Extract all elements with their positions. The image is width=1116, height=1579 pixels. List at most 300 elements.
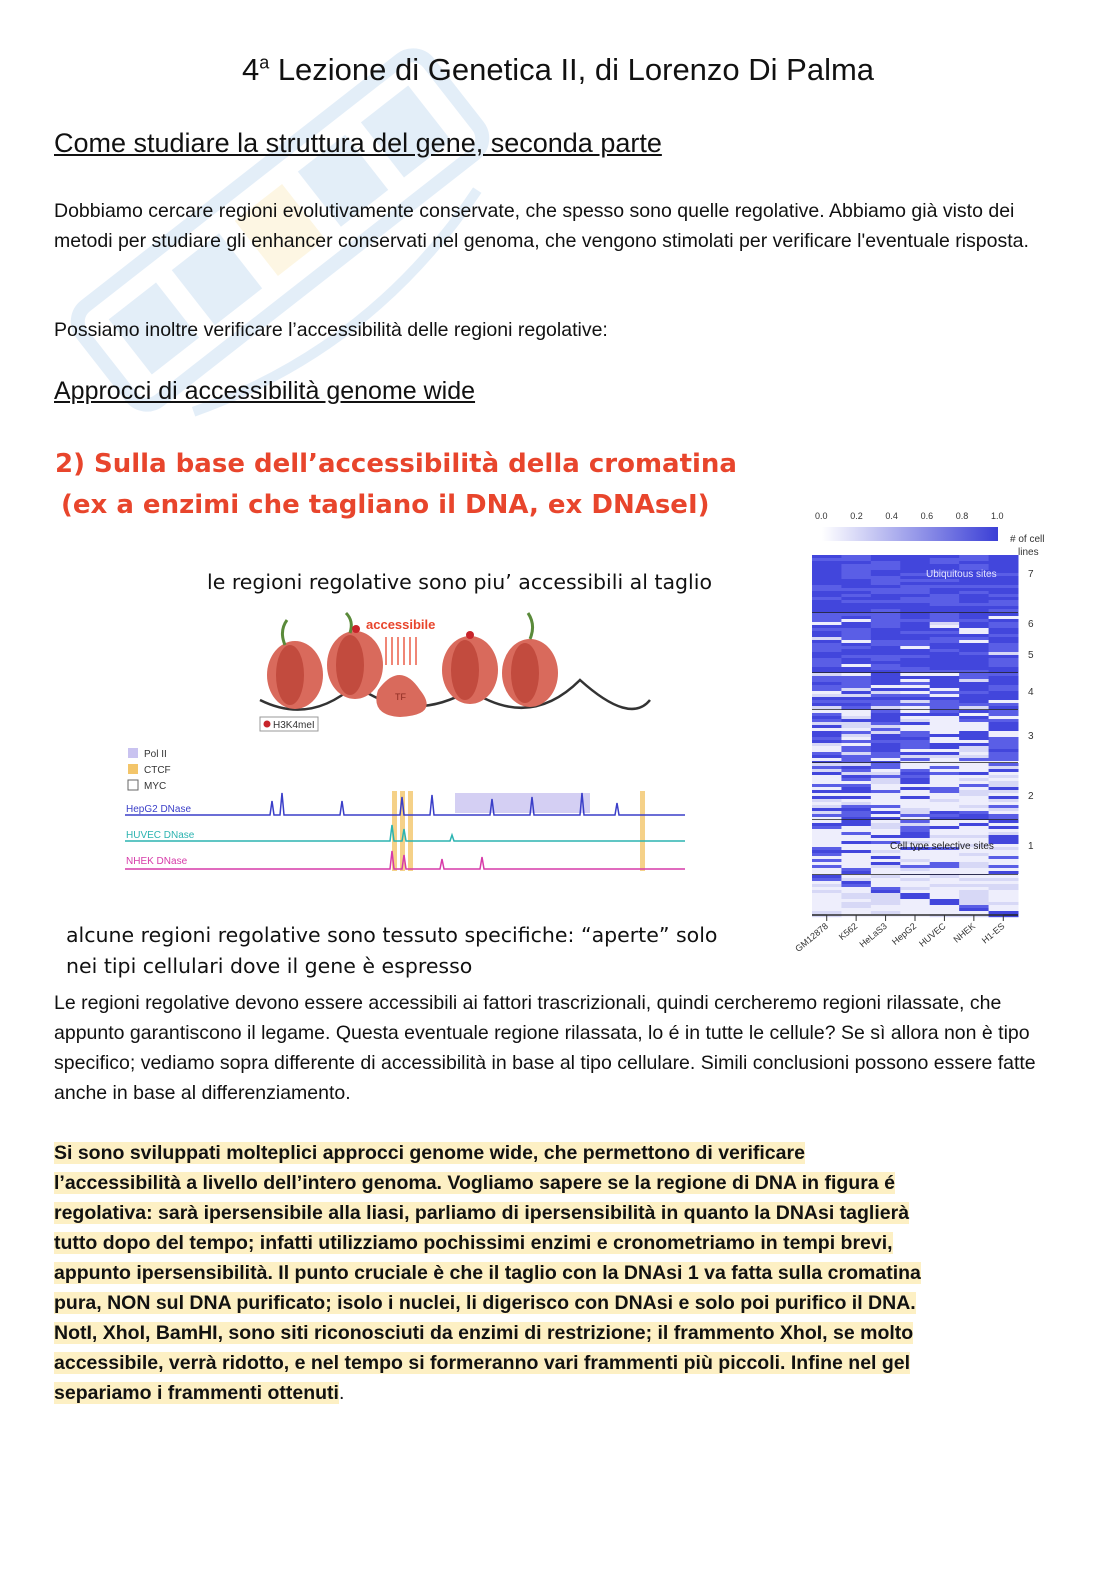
heatmap-cell	[841, 871, 871, 874]
heatmap-cell	[871, 655, 901, 658]
heatmap-cell	[871, 902, 901, 905]
heatmap-cell	[930, 823, 960, 826]
heatmap-cell	[959, 796, 989, 799]
heatmap-cell	[812, 847, 842, 850]
chromatin-figure	[110, 605, 710, 895]
heatmap-cell	[871, 853, 901, 856]
heatmap-cell	[812, 646, 842, 649]
heatmap-cell	[989, 802, 1019, 805]
heatmap-cell	[841, 676, 871, 679]
heatmap-cell	[900, 679, 930, 682]
heatmap-cell	[989, 667, 1019, 670]
column-label: HUVEC	[917, 920, 948, 949]
heatmap-cell	[812, 588, 842, 591]
heatmap-cell	[959, 808, 989, 811]
heatmap-cell	[812, 784, 842, 787]
heatmap-cell	[900, 728, 930, 731]
heatmap-cell	[900, 755, 930, 758]
heatmap-cell	[989, 887, 1019, 890]
heatmap-cell	[930, 719, 960, 722]
heatmap-cell	[871, 716, 901, 719]
heatmap-cell	[841, 893, 871, 896]
heatmap-cell	[871, 758, 901, 761]
heatmap-cell	[989, 778, 1019, 781]
heatmap-cell	[930, 643, 960, 646]
heatmap-cell	[959, 853, 989, 856]
highlight-line: regolativa: sarà ipersensibile alla liasi, parliamo di ipersensibilità in quanto la DNAsi taglierà	[54, 1202, 910, 1224]
heatmap-cell	[930, 697, 960, 700]
highlight-line: tutto dopo del tempo; infatti utilizziamo pochissimi enzimi e cronometriamo in tempi brevi,	[54, 1232, 893, 1254]
heatmap-cell	[812, 841, 842, 844]
heatmap-cell	[930, 706, 960, 709]
heatmap-cell	[841, 631, 871, 634]
heatmap-cell	[900, 558, 930, 561]
heatmap-cell	[930, 700, 960, 703]
heatmap-cell	[959, 881, 989, 884]
heatmap-cell	[812, 619, 842, 622]
heatmap-cell	[841, 606, 871, 609]
heatmap-cell	[989, 628, 1019, 631]
heatmap-cell	[841, 766, 871, 769]
heatmap-cell	[900, 628, 930, 631]
heatmap-cell	[900, 814, 930, 817]
heatmap-cell	[959, 832, 989, 835]
heatmap-cell	[812, 743, 842, 746]
heatmap-cell	[959, 688, 989, 691]
heatmap-cell	[812, 887, 842, 890]
heatmap-cell	[841, 820, 871, 823]
heatmap-cell	[841, 643, 871, 646]
heatmap-cell	[841, 685, 871, 688]
heatmap-cell	[900, 655, 930, 658]
heatmap-cell	[841, 841, 871, 844]
heatmap-cell	[812, 749, 842, 752]
heatmap-cell	[989, 609, 1019, 612]
heatmap-cell	[841, 799, 871, 802]
heatmap-cell	[959, 746, 989, 749]
heatmap-cell	[871, 875, 901, 878]
heatmap-cell	[959, 890, 989, 893]
heatmap-cell	[959, 700, 989, 703]
heatmap-cell	[900, 673, 930, 676]
heatmap-cell	[930, 769, 960, 772]
heatmap-cell	[959, 597, 989, 600]
heatmap-cell	[871, 637, 901, 640]
heatmap-cell	[812, 725, 842, 728]
heatmap-cell	[812, 890, 842, 893]
heatmap-cell	[930, 743, 960, 746]
heatmap-cell	[871, 893, 901, 896]
heatmap-cell	[841, 600, 871, 603]
heatmap-cell	[812, 600, 842, 603]
heatmap-cell	[989, 652, 1019, 655]
heatmap-cell	[930, 862, 960, 865]
scale-tick-label: 0.0	[815, 511, 828, 521]
heatmap-cell	[841, 814, 871, 817]
h3k4-label: H3K4meI	[273, 720, 315, 731]
heatmap-cell	[812, 676, 842, 679]
heatmap-cell	[930, 868, 960, 871]
heatmap-cell	[989, 853, 1019, 856]
heatmap-cell	[900, 826, 930, 829]
heatmap-cell	[812, 597, 842, 600]
heatmap-cell	[871, 769, 901, 772]
heatmap-cell	[841, 625, 871, 628]
heatmap-cell	[959, 694, 989, 697]
heatmap-cell	[989, 763, 1019, 766]
heatmap-cell	[871, 859, 901, 862]
heatmap-cell	[841, 811, 871, 814]
heatmap-cell	[841, 896, 871, 899]
heatmap-cell	[959, 740, 989, 743]
heatmap-cell	[871, 673, 901, 676]
heatmap-cell	[871, 743, 901, 746]
heatmap-cell	[812, 664, 842, 667]
heatmap-cell	[959, 755, 989, 758]
heatmap-cell	[959, 875, 989, 878]
heatmap-cell	[989, 811, 1019, 814]
slide-title-line1: 2) Sulla base dell’accessibilità della cromatina	[55, 449, 737, 479]
heatmap-cell	[871, 567, 901, 570]
heatmap-cell	[959, 697, 989, 700]
heatmap-cell	[871, 829, 901, 832]
scale-tick-label: 0.6	[920, 511, 934, 521]
heatmap-cell	[959, 878, 989, 881]
heatmap-cell	[871, 609, 901, 612]
heatmap-cell	[812, 710, 842, 713]
heatmap-cell	[989, 722, 1019, 725]
heatmap-cell	[989, 820, 1019, 823]
heatmap-cell	[812, 871, 842, 874]
heatmap-cell	[812, 585, 842, 588]
heatmap-cell	[959, 731, 989, 734]
heatmap-cell	[930, 637, 960, 640]
heatmap-cell	[812, 793, 842, 796]
heatmap-cell	[930, 875, 960, 878]
heatmap-cell	[871, 908, 901, 911]
heatmap-cell	[959, 619, 989, 622]
heatmap-cell	[930, 588, 960, 591]
heatmap-cell	[900, 585, 930, 588]
heatmap-cell	[871, 784, 901, 787]
heatmap-cell	[959, 820, 989, 823]
heatmap-cell	[871, 713, 901, 716]
heatmap-cell	[930, 661, 960, 664]
heatmap-cell	[959, 871, 989, 874]
heatmap-cell	[930, 896, 960, 899]
heatmap-cell	[841, 682, 871, 685]
heatmap-cell	[959, 649, 989, 652]
heatmap-cell	[841, 582, 871, 585]
heatmap-cell	[930, 691, 960, 694]
heatmap-cell	[812, 555, 842, 558]
heatmap-cell	[959, 802, 989, 805]
heatmap-cell	[989, 646, 1019, 649]
heatmap-cell	[812, 594, 842, 597]
heatmap-cell	[989, 865, 1019, 868]
heatmap-cell	[900, 853, 930, 856]
heatmap-figure	[790, 505, 1060, 965]
heatmap-cell	[841, 688, 871, 691]
heatmap-cell	[959, 865, 989, 868]
heatmap-cell	[812, 719, 842, 722]
heatmap-cell	[841, 555, 871, 558]
heatmap-cell	[812, 640, 842, 643]
heatmap-cell	[841, 734, 871, 737]
heatmap-cell	[930, 835, 960, 838]
heatmap-cell	[959, 703, 989, 706]
heatmap-cell	[841, 781, 871, 784]
column-label: K562	[836, 920, 860, 943]
heatmap-cell	[812, 564, 842, 567]
heatmap-cell	[959, 646, 989, 649]
heatmap-cell	[812, 808, 842, 811]
heatmap-cell	[841, 728, 871, 731]
heatmap-cell	[841, 679, 871, 682]
heatmap-cell	[812, 622, 842, 625]
heatmap-cell	[812, 658, 842, 661]
heatmap-cell	[989, 661, 1019, 664]
heatmap-cell	[900, 808, 930, 811]
heatmap-cell	[900, 805, 930, 808]
heatmap-cell	[812, 558, 842, 561]
heatmap-cell	[930, 808, 960, 811]
heatmap-cell	[900, 631, 930, 634]
heatmap-cell	[930, 710, 960, 713]
heatmap-cell	[841, 579, 871, 582]
heatmap-cell	[930, 820, 960, 823]
heatmap-cell	[989, 564, 1019, 567]
heatmap-cell	[930, 737, 960, 740]
slide-note	[66, 920, 717, 982]
row-label: 5	[1028, 650, 1034, 661]
heatmap-cell	[871, 676, 901, 679]
heatmap-cell	[841, 558, 871, 561]
section-heading: Come studiare la struttura del gene, seconda parte	[54, 128, 662, 158]
heatmap-cell	[930, 600, 960, 603]
heatmap-cell	[900, 625, 930, 628]
heatmap-cell	[900, 658, 930, 661]
heatmap-cell	[930, 664, 960, 667]
heatmap-cell	[841, 667, 871, 670]
heatmap-cell	[871, 899, 901, 902]
heatmap-cell	[930, 609, 960, 612]
heatmap-cell	[841, 619, 871, 622]
heatmap-cell	[871, 766, 901, 769]
selective-label: Cell type selective sites	[890, 841, 994, 852]
final-period: .	[338, 1382, 345, 1404]
heatmap-cell	[959, 766, 989, 769]
heatmap-cell	[871, 703, 901, 706]
heatmap-cell	[871, 564, 901, 567]
slide-note-line2: nei tipi cellulari dove il gene è espresso	[66, 954, 473, 978]
heatmap-cell	[841, 875, 871, 878]
heatmap-cell	[812, 606, 842, 609]
heatmap-cell	[989, 658, 1019, 661]
heatmap-cell	[989, 694, 1019, 697]
heatmap-cell	[812, 582, 842, 585]
heatmap-cell	[959, 722, 989, 725]
heatmap-cell	[900, 731, 930, 734]
heatmap-cell	[841, 740, 871, 743]
heatmap-cell	[900, 766, 930, 769]
heatmap-cell	[841, 719, 871, 722]
row-label: 3	[1028, 731, 1034, 742]
heatmap-cell	[989, 784, 1019, 787]
heatmap-cell	[930, 746, 960, 749]
heatmap-cell	[989, 691, 1019, 694]
heatmap-cell	[812, 755, 842, 758]
heatmap-cell	[989, 899, 1019, 902]
heatmap-cell	[959, 763, 989, 766]
heatmap-cell	[812, 772, 842, 775]
heatmap-cell	[871, 643, 901, 646]
heatmap-cell	[959, 787, 989, 790]
heatmap-cell	[959, 585, 989, 588]
heatmap-cell	[871, 808, 901, 811]
heatmap-cell	[900, 875, 930, 878]
heatmap-cell	[812, 850, 842, 853]
heatmap-cell	[989, 859, 1019, 862]
heatmap-cell	[812, 746, 842, 749]
color-scale-bar	[822, 527, 998, 541]
heatmap-cell	[871, 700, 901, 703]
heatmap-cell	[871, 661, 901, 664]
heatmap-cell	[989, 725, 1019, 728]
heatmap-cell	[871, 793, 901, 796]
heatmap-cell	[871, 811, 901, 814]
heatmap-cell	[812, 787, 842, 790]
heatmap-cell	[812, 781, 842, 784]
heatmap-cell	[812, 832, 842, 835]
heatmap-cell	[959, 613, 989, 616]
heatmap-cell	[989, 740, 1019, 743]
heatmap-cell	[841, 749, 871, 752]
heatmap-cell	[812, 573, 842, 576]
nucleosome-icon	[502, 613, 558, 707]
heatmap-cell	[841, 847, 871, 850]
heatmap-cell	[812, 643, 842, 646]
heatmap-cell	[989, 766, 1019, 769]
heatmap-cell	[959, 799, 989, 802]
heatmap-cell	[900, 911, 930, 914]
heatmap-cell	[841, 628, 871, 631]
heatmap-cell	[930, 911, 960, 914]
heatmap-cell	[841, 868, 871, 871]
heatmap-cell	[841, 570, 871, 573]
heatmap-cell	[871, 706, 901, 709]
heatmap-cell	[871, 734, 901, 737]
heatmap-cell	[900, 763, 930, 766]
heatmap-cell	[841, 887, 871, 890]
heatmap-cell	[841, 826, 871, 829]
heatmap-cell	[930, 865, 960, 868]
heatmap-cell	[841, 652, 871, 655]
heatmap-cell	[871, 561, 901, 564]
heatmap-cell	[959, 856, 989, 859]
heatmap-cell	[812, 603, 842, 606]
heatmap-cell	[989, 597, 1019, 600]
heatmap-cell	[900, 616, 930, 619]
heatmap-cell	[841, 856, 871, 859]
heatmap-cell	[871, 682, 901, 685]
heatmap-cell	[812, 631, 842, 634]
heatmap-cell	[841, 808, 871, 811]
heatmap-cell	[841, 694, 871, 697]
heatmap-cell	[812, 616, 842, 619]
heatmap-cell	[812, 682, 842, 685]
heatmap-cell	[841, 661, 871, 664]
heatmap-cell	[841, 713, 871, 716]
heatmap-cell	[989, 600, 1019, 603]
heatmap-cell	[871, 911, 901, 914]
heatmap-cell	[930, 790, 960, 793]
heatmap-cell	[841, 859, 871, 862]
heatmap-cell	[900, 737, 930, 740]
heatmap-cell	[812, 881, 842, 884]
heatmap-cell	[989, 911, 1019, 914]
heatmap-cell	[959, 637, 989, 640]
heatmap-cell	[959, 790, 989, 793]
heatmap-cell	[871, 622, 901, 625]
heatmap-cell	[959, 664, 989, 667]
heatmap-cell	[841, 697, 871, 700]
row-label: 2	[1028, 791, 1034, 802]
heatmap-cell	[900, 743, 930, 746]
heatmap-cell	[812, 862, 842, 865]
heatmap-cell	[871, 790, 901, 793]
heatmap-cell	[959, 911, 989, 914]
heatmap-cell	[989, 649, 1019, 652]
heatmap-cell	[871, 755, 901, 758]
heatmap-cell	[959, 758, 989, 761]
heatmap-cell	[989, 679, 1019, 682]
heatmap-cell	[841, 769, 871, 772]
heatmap-cell	[930, 713, 960, 716]
heatmap-cell	[841, 655, 871, 658]
heatmap-cell	[930, 802, 960, 805]
heatmap-cell	[841, 658, 871, 661]
heatmap-cell	[930, 640, 960, 643]
heatmap-cell	[841, 700, 871, 703]
heatmap-cell	[930, 781, 960, 784]
heatmap-cell	[989, 775, 1019, 778]
heatmap-cell	[959, 679, 989, 682]
heatmap-cell	[959, 706, 989, 709]
heatmap-cell	[900, 823, 930, 826]
heatmap-cell	[959, 716, 989, 719]
heatmap-cell	[959, 588, 989, 591]
heatmap-cell	[959, 652, 989, 655]
track-label-hepg2: HepG2 DNase	[126, 804, 192, 815]
heatmap-cell	[812, 790, 842, 793]
heatmap-cell	[900, 719, 930, 722]
count-label-line2: lines	[1018, 547, 1039, 558]
heatmap-cell	[989, 829, 1019, 832]
heatmap-cell	[841, 790, 871, 793]
heatmap-cell	[871, 814, 901, 817]
heatmap-cell	[959, 594, 989, 597]
heatmap-cell	[900, 634, 930, 637]
heatmap-cell	[900, 664, 930, 667]
heatmap-cell	[989, 881, 1019, 884]
heatmap-cell	[900, 902, 930, 905]
heatmap-cell	[841, 793, 871, 796]
heatmap-cell	[989, 790, 1019, 793]
heatmap-cell	[900, 582, 930, 585]
heatmap-cell	[989, 746, 1019, 749]
heatmap-cell	[959, 784, 989, 787]
